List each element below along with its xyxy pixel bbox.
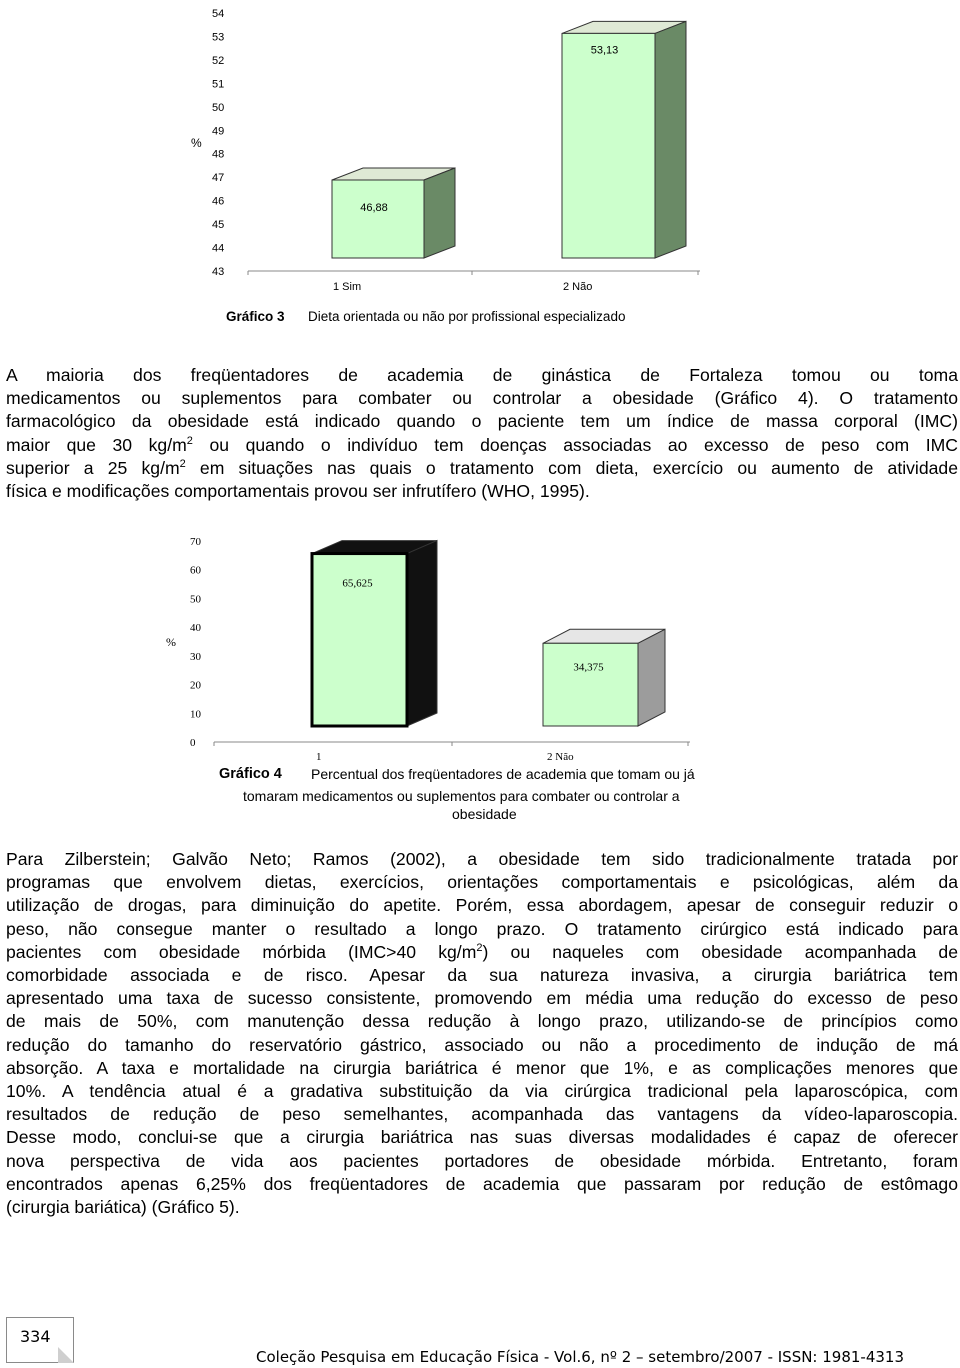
chart2-y-tick-label: 20 bbox=[190, 679, 201, 692]
paragraph-line: nova perspectiva de vida aos pacientes portadores de obesidade mórbida. Entretanto, foram bbox=[6, 1150, 958, 1171]
chart2-y-tick-label: 40 bbox=[190, 622, 201, 635]
chart2-bar-side bbox=[638, 629, 665, 726]
chart2-data-label: 34,375 bbox=[573, 661, 604, 674]
caption-number: Gráfico 3 bbox=[226, 309, 285, 324]
caption-line-1: Percentual dos freqüentadores de academia que tomam ou já bbox=[311, 766, 695, 782]
caption-line-3: obesidade bbox=[452, 806, 517, 822]
paragraph-line: pacientes com obesidade mórbida (IMC>40 $kg/m^2$) ou naqueles com obesidade acompanhada de bbox=[6, 941, 958, 962]
paragraph-line: utilização de drogas, para diminuição do apetite. Porém, essa abordagem, apesar de conseguir reduzir o bbox=[6, 895, 958, 916]
chart1-y-tick-label: 45 bbox=[212, 219, 225, 232]
paragraph-line: 10%. A tendência atual é a gradativa substituição da via cirúrgica tradicional pela laparoscópica, com bbox=[6, 1081, 958, 1102]
paragraph-line: farmacológico da obesidade está indicado quando o paciente tem um índice de massa corporal (IMC) bbox=[6, 411, 958, 432]
superscript: 2 bbox=[179, 457, 186, 470]
superscript: 2 bbox=[476, 941, 483, 954]
chart1-data-label: 46,88 bbox=[360, 201, 388, 214]
paragraph-line: comorbidade associada e de risco. Apesar da sua natureza invasiva, a cirurgia bariátrica tem bbox=[6, 965, 958, 986]
chart1-y-tick-label: 52 bbox=[212, 54, 225, 67]
paragraph-line: encontrados apenas 6,25% dos freqüentadores de academia que passaram por redução de estômago bbox=[6, 1173, 958, 1194]
chart1-y-tick-label: 49 bbox=[212, 125, 225, 138]
paragraph-line: resultados de redução de peso semelhantes, acompanhada das vantagens da vídeo-laparoscopia. bbox=[6, 1104, 958, 1125]
paragraph-line: (cirurgia bariática) (Gráfico 5). bbox=[6, 1197, 240, 1218]
caption-text: Dieta orientada ou não por profissional especializado bbox=[308, 309, 626, 324]
chart1-bar-side bbox=[424, 168, 455, 258]
paragraph-line: absorção. A taxa e mortalidade na cirurgia bariátrica é menor que 1%, e as complicações menores que bbox=[6, 1057, 958, 1078]
chart2-category-label: 1 bbox=[316, 751, 322, 763]
chart2-bar bbox=[543, 643, 638, 726]
paragraph-2 bbox=[6, 848, 958, 1219]
chart1-y-tick-label: 51 bbox=[212, 78, 225, 91]
chart-grafico-4 bbox=[0, 520, 960, 770]
paragraph-line: A maioria dos freqüentadores de academia de ginástica de Fortaleza tomou ou toma bbox=[6, 365, 958, 385]
chart1-bar bbox=[562, 33, 655, 258]
paragraph-1 bbox=[6, 364, 958, 503]
chart2-category-label: 2 Não bbox=[547, 751, 574, 763]
caption-number: Gráfico 4 bbox=[219, 766, 282, 782]
caption-line-2: tomaram medicamentos ou suplementos para combater ou controlar a bbox=[243, 788, 680, 804]
paragraph-line: de mais de 50%, com manutenção dessa redução à longo prazo, utilizando-se de princípios como bbox=[6, 1011, 958, 1032]
chart1-y-tick-label: 46 bbox=[212, 195, 225, 208]
paragraph-line: superior a 25 $kg/m^2$ em situações nas quais o tratamento com dieta, exercício ou aumento de atividade bbox=[6, 457, 958, 478]
paragraph-line: peso, não consegue manter o resultado a longo prazo. O tratamento cirúrgico está indicado para bbox=[6, 918, 958, 939]
chart1-y-tick-label: 50 bbox=[212, 101, 225, 114]
chart1-y-tick-label: 44 bbox=[212, 242, 225, 255]
paragraph-line: medicamentos ou suplementos para combater ou controlar a obesidade (Gráfico 4). O tratamento bbox=[6, 388, 958, 409]
chart2-data-label: 65,625 bbox=[342, 577, 373, 590]
chart1-ylabel: % bbox=[191, 136, 202, 150]
chart2-ylabel: % bbox=[166, 635, 176, 649]
paragraph-line: física e modificações comportamentais provou ser infrutífero (WHO, 1995). bbox=[6, 481, 590, 502]
paragraph-line: programas que envolvem dietas, exercícios, orientações comportamentais e psicológicas, além da bbox=[6, 872, 958, 893]
paragraph-line: Desse modo, conclui-se que a cirurgia bariátrica nas suas diversas modalidades é capaz de oferecer bbox=[6, 1127, 958, 1148]
chart1-y-tick-label: 54 bbox=[212, 8, 225, 20]
chart1-category-label: 1 Sim bbox=[333, 281, 362, 293]
chart2-y-tick-label: 70 bbox=[190, 536, 201, 548]
chart1-data-label: 53,13 bbox=[590, 44, 619, 57]
chart2-y-tick-label: 30 bbox=[190, 650, 201, 663]
chart2-y-tick-label: 10 bbox=[190, 708, 201, 721]
chart2-bar-side bbox=[407, 541, 437, 726]
chart1-bar-side bbox=[655, 21, 686, 258]
journal-footer: Coleção Pesquisa em Educação Física - Vol.6, nº 2 – setembro/2007 - ISSN: 1981-4313 bbox=[256, 1348, 905, 1366]
chart1-y-tick-label: 53 bbox=[212, 31, 225, 44]
chart-grafico-3 bbox=[0, 0, 960, 300]
chart1-y-tick-label: 48 bbox=[212, 148, 225, 161]
page-fold-icon bbox=[58, 1347, 74, 1363]
chart1-y-tick-label: 43 bbox=[212, 266, 225, 278]
paragraph-line: apresentado uma taxa de sucesso consistente, promovendo em média uma redução do excesso de peso bbox=[6, 988, 958, 1009]
chart2-y-tick-label: 50 bbox=[190, 593, 201, 606]
paragraph-line: maior que 30 $kg/m^2$ ou quando o indivíduo tem doenças associadas ao excesso de peso com IMC bbox=[6, 434, 958, 455]
chart2-y-tick-label: 60 bbox=[190, 564, 201, 577]
paragraph-line: Para Zilberstein; Galvão Neto; Ramos (2002), a obesidade tem sido tradicionalmente tratada por bbox=[6, 849, 958, 869]
page-number: 334 bbox=[20, 1327, 51, 1346]
chart2-y-tick-label: 0 bbox=[190, 737, 196, 749]
paragraph-line: redução do tamanho do reservatório gástrico, associado ou não a procedimento de indução de má bbox=[6, 1034, 958, 1055]
chart1-category-label: 2 Não bbox=[563, 281, 593, 293]
chart1-y-tick-label: 47 bbox=[212, 172, 225, 185]
chart1-bar bbox=[332, 180, 424, 258]
superscript: 2 bbox=[186, 434, 193, 447]
